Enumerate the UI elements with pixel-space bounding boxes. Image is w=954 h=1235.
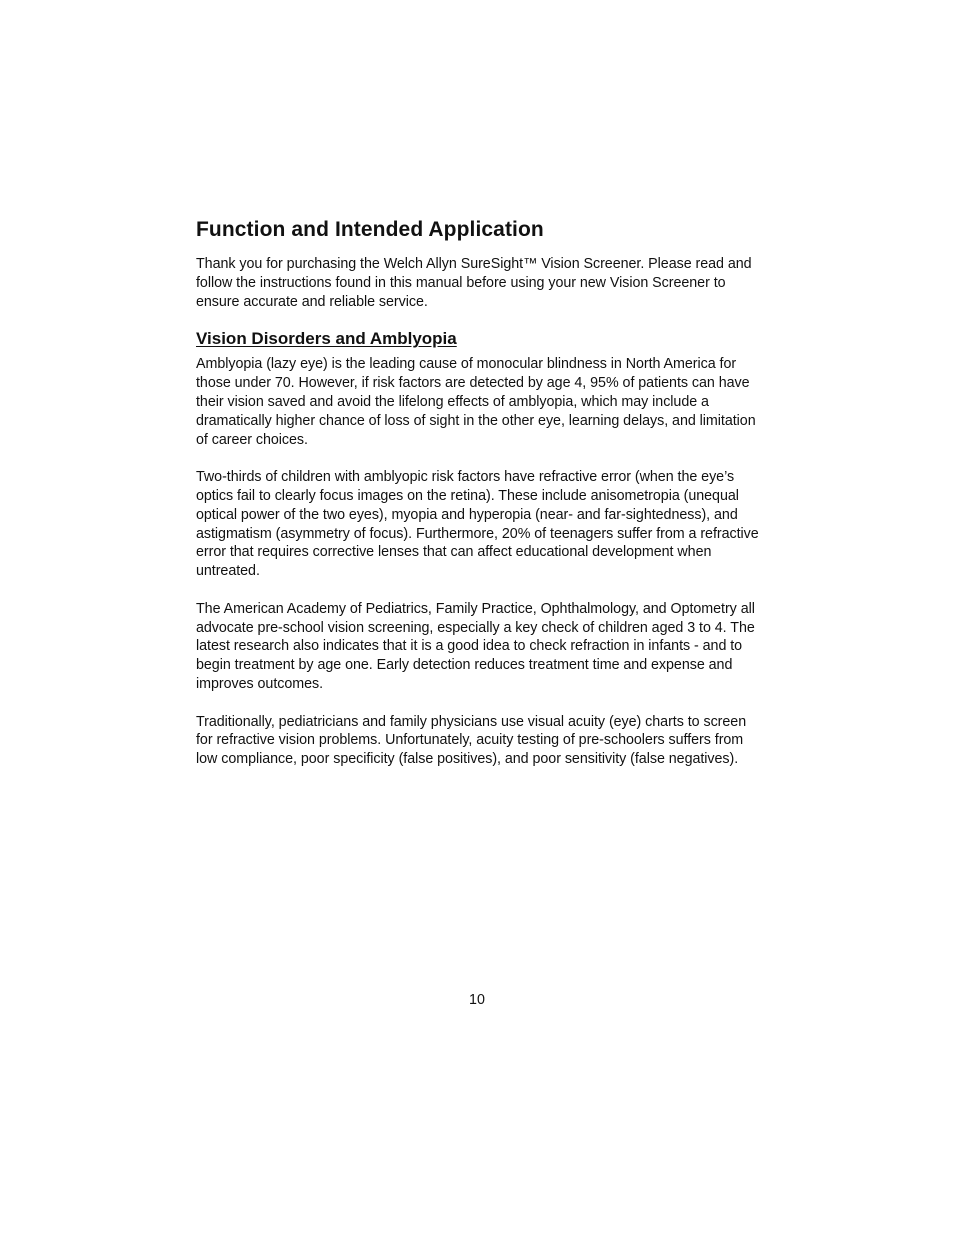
intro-paragraph: Thank you for purchasing the Welch Allyn SureSight™ Vision Screener. Please read and follow the instructions found in this manual before using your new Vision Screener to ensure accurate and reliable service. (196, 256, 752, 310)
section-paragraph-1: Amblyopia (lazy eye) is the leading cause of monocular blindness in North America for those under 70. However, if risk factors are detected by age 4, 95% of patients can have their vision saved and avoid the lifelong effects of amblyopia, which may include a dramatically higher chance of loss of sight in the other eye, learning delays, and limitation of career choices. (196, 356, 756, 448)
page-number: 10 (469, 992, 485, 1008)
section-paragraph-4: Traditionally, pediatricians and family physicians use visual acuity (eye) charts to screen for refractive vision problems. Unfortunately, acuity testing of pre-schoolers suffers from low compliance, poor specificity (false positives), and poor sensitivity (false negatives). (196, 713, 747, 768)
page-content (196, 216, 762, 769)
section-paragraph-3: The American Academy of Pediatrics, Family Practice, Ophthalmology, and Optometry all advocate pre-school vision screening, especially a key check of children aged 3 to 4. The latest research also indicates that it is a good idea to check refraction in infants - and to begin treatment by age one. Early detection reduces treatment time and expense and improves outcomes. (196, 600, 755, 692)
page-title: Function and Intended Application (196, 218, 544, 241)
section-paragraph-2: Two-thirds of children with amblyopic risk factors have refractive error (when the eye’s optics fail to clearly focus images on the retina). These include anisometropia (unequal optical power of the two eyes), myopia and hyperopia (near- and far-sightedness), and astigmatism (asymmetry of focus). Furthermore, 20% of teenagers suffer from a refractive error that requires corrective lenses that can affect educational development when untreated. (196, 469, 759, 580)
section-title: Vision Disorders and Amblyopia (196, 329, 457, 349)
